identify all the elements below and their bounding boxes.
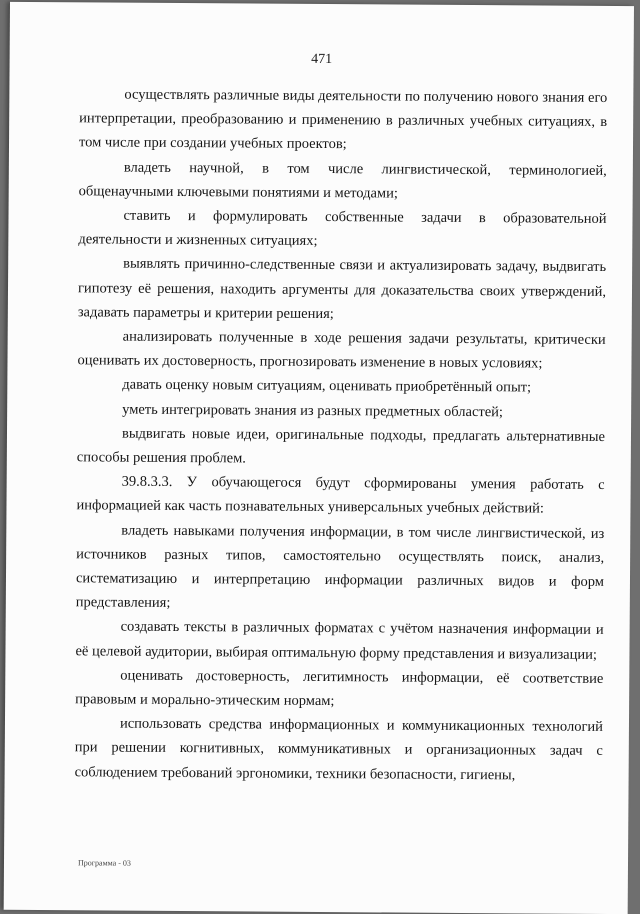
page-footer: Программа - 03 <box>77 858 131 868</box>
paragraph: давать оценку новым ситуациям, оценивать приобретённый опыт; <box>122 377 532 396</box>
paragraph: ставить и формулировать собственные задачи в образовательной деятельности и жизненных ситуациях; <box>78 207 607 250</box>
document-page <box>4 2 634 914</box>
paragraph: выдвигать новые идеи, оригинальные подходы, предлагать альтернативные способы решения проблем. <box>76 425 606 467</box>
paragraph: уметь интегрировать знания из разных предметных областей; <box>122 401 504 420</box>
paragraph: выявлять причинно-следственные связи и актуализировать задачу, выдвигать гипотезу её решения, находить аргументы для доказательства своих утверждений, задавать параметры и критерии решения; <box>77 256 607 322</box>
paragraph: создавать тексты в различных форматах с учётом назначения информации и её целевой аудитории, выбирая оптимальную форму представления и визуализации; <box>75 619 604 663</box>
paragraph: оценивать достоверность, легитимность информации, её соответствие правовым и морально-этическим нормам; <box>75 667 604 710</box>
paragraph: владеть научной, в том числе лингвистической, терминологией, общенаучными ключевыми понятиями и методами; <box>78 159 607 202</box>
paragraph: осуществлять различные виды деятельности по получению нового знания его интерпретации, преобразованию и применению в различных учебных ситуациях, в том числе при создании учебных проектов; <box>78 86 608 153</box>
paragraph: анализировать полученные в ходе решения задачи результаты, критически оценивать их достоверность, прогнозировать изменение в новых условиях; <box>77 328 606 372</box>
paragraph-section-heading: 39.8.3.3. У обучающегося будут сформированы умения работать с информацией как часть познавательных универсальных учебных действий: <box>76 473 605 518</box>
page-number: 471 <box>311 51 333 68</box>
paragraph: использовать средства информационных и коммуникационных технологий при решении когнитивных, коммуникативных и организационных задач с соблюдением требований эргономики, техники безопасности, гигиены, <box>74 715 604 784</box>
paragraph: владеть навыками получения информации, в том числе лингвистической, из источников разных типов, самостоятельно осуществлять поиск, анализ, систематизацию и интерпретацию информации различных видов и форм представления; <box>75 522 605 612</box>
page-body <box>75 82 608 788</box>
